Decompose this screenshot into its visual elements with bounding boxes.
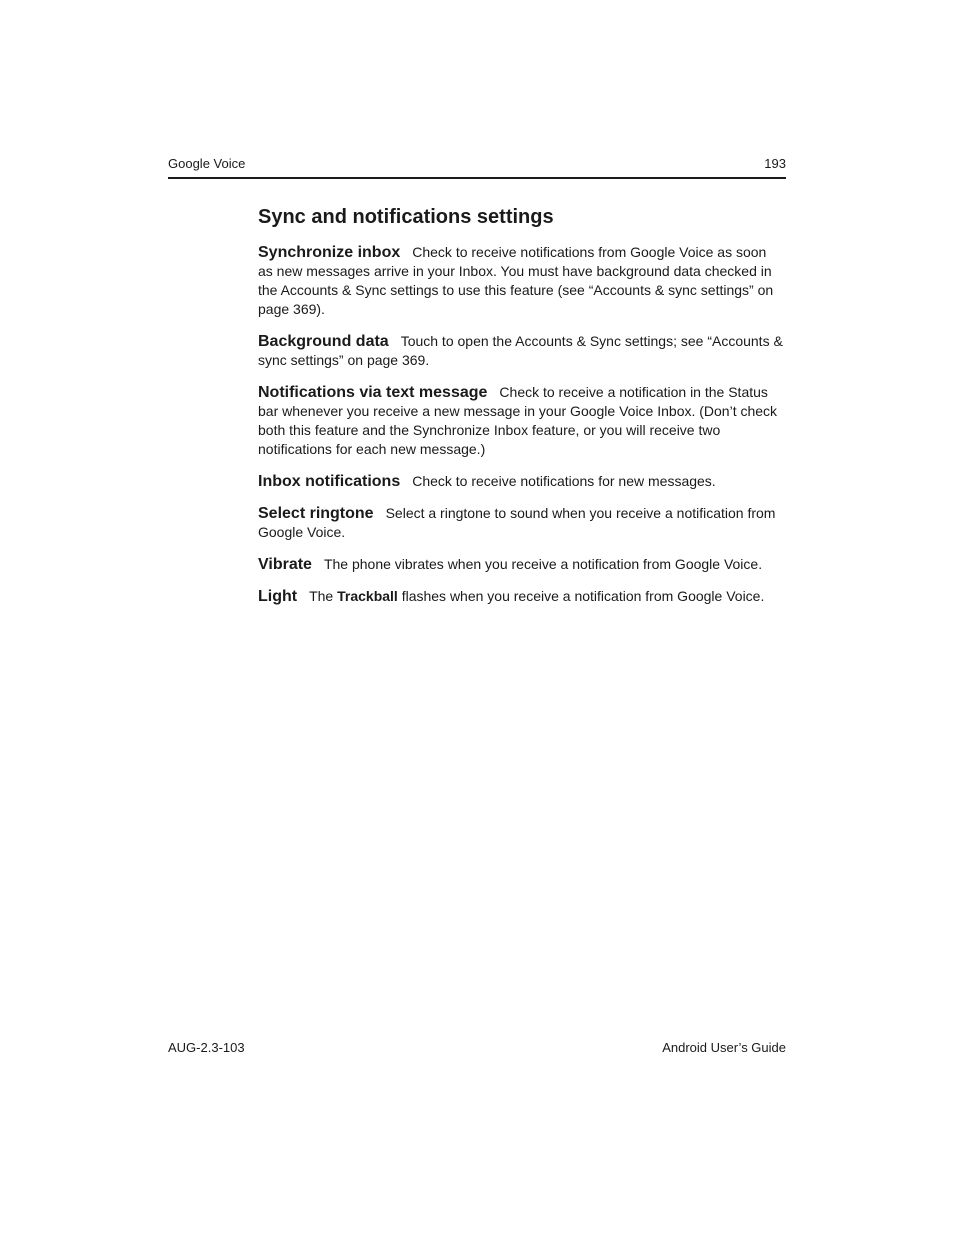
setting-description-suffix: flashes when you receive a notification from Google Voice. [401, 588, 765, 604]
setting-description: Check to receive notifications from Google Voice as soon as new messages arrive in your Inbox. You must have background data checked in the Accounts & Sync settings to use this feature (see “Accounts & sync settings” on page 369). [258, 244, 774, 317]
section-title: Sync and notifications settings [258, 206, 554, 228]
setting-description-bold: Trackball [337, 588, 398, 604]
setting-term: Select ringtone [258, 505, 374, 522]
setting-notifications-via-text [258, 383, 784, 459]
setting-vibrate [258, 555, 784, 574]
setting-background-data [258, 332, 784, 370]
setting-description-prefix: The [309, 588, 334, 604]
running-header [168, 155, 786, 179]
setting-term: Synchronize inbox [258, 244, 401, 261]
setting-description: Check to receive notifications for new messages. [412, 473, 716, 489]
setting-term: Vibrate [258, 556, 312, 573]
setting-term: Notifications via text message [258, 384, 488, 401]
setting-term: Light [258, 588, 298, 605]
setting-inbox-notifications [258, 472, 784, 491]
header-page-number: 193 [764, 156, 786, 171]
setting-description: The phone vibrates when you receive a notification from Google Voice. [323, 556, 763, 572]
footer-doc-id: AUG-2.3-103 [168, 1040, 245, 1055]
main-content [258, 203, 784, 619]
setting-term: Background data [258, 333, 389, 350]
setting-description: Check to receive a notification in the Status bar whenever you receive a new message in your Google Voice Inbox. (Don’t check both this feature and the Synchronize Inbox feature, or you will receive two notifications for each new message.) [258, 384, 778, 457]
setting-light [258, 587, 784, 606]
setting-description: Select a ringtone to sound when you receive a notification from Google Voice. [258, 505, 776, 540]
header-section-name: Google Voice [168, 156, 246, 171]
setting-term: Inbox notifications [258, 473, 401, 490]
setting-synchronize-inbox [258, 243, 784, 319]
footer-doc-title: Android User’s Guide [662, 1040, 786, 1055]
setting-description: Touch to open the Accounts & Sync settings; see “Accounts & sync settings” on page 369. [258, 333, 783, 368]
setting-select-ringtone [258, 504, 784, 542]
